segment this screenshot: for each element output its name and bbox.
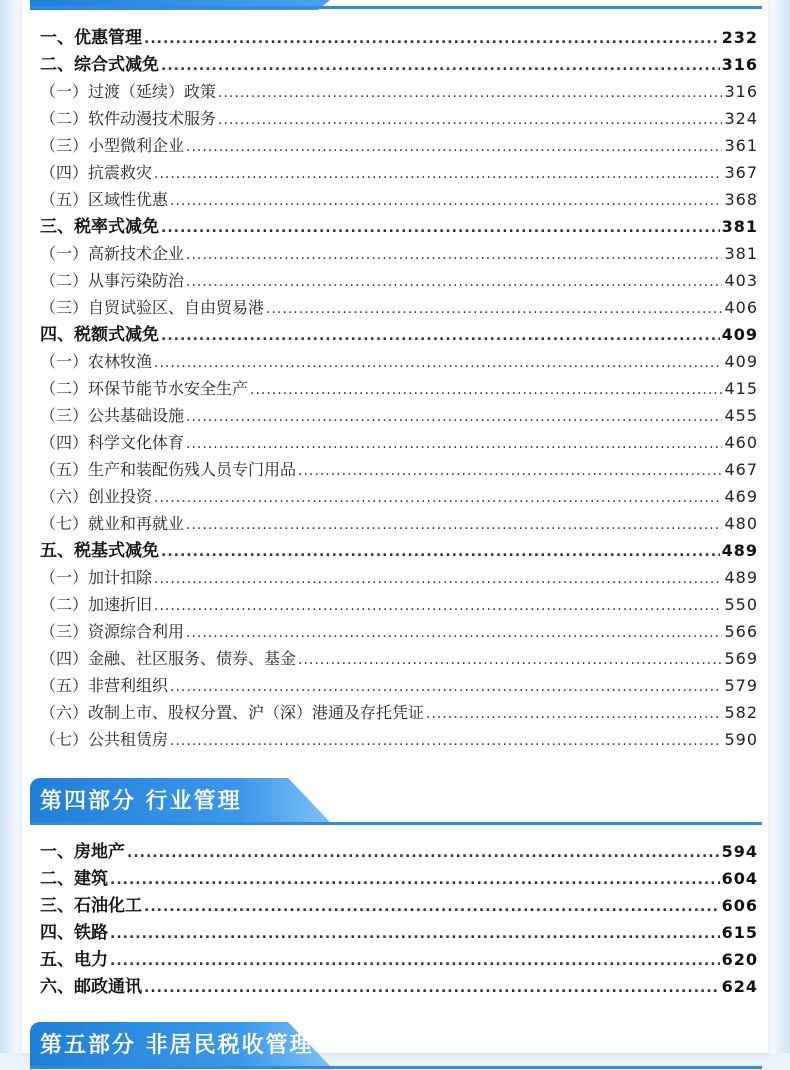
toc-leader-dots bbox=[127, 842, 720, 864]
toc-leader-dots bbox=[161, 541, 720, 563]
toc-leader-dots bbox=[186, 514, 722, 536]
toc-leader-dots bbox=[218, 82, 722, 104]
toc-leader-dots bbox=[110, 950, 720, 972]
toc-entry-page: 566 bbox=[724, 622, 758, 641]
toc-entry[interactable] bbox=[40, 674, 758, 698]
toc-entry-title: （三）资源综合利用 bbox=[40, 622, 185, 641]
toc-entry[interactable] bbox=[40, 894, 758, 918]
toc-leader-dots bbox=[110, 923, 720, 945]
toc-entry-page: 316 bbox=[724, 82, 758, 101]
toc-entry-title: （七）就业和再就业 bbox=[40, 514, 185, 533]
toc-leader-dots bbox=[186, 244, 722, 266]
toc-entry[interactable] bbox=[40, 269, 758, 293]
toc-entry-page: 460 bbox=[724, 433, 758, 452]
toc-leader-dots bbox=[154, 487, 722, 509]
toc-entry-title: （一）农林牧渔 bbox=[40, 352, 153, 371]
toc-leader-dots bbox=[161, 217, 720, 239]
toc-entry[interactable] bbox=[40, 242, 758, 266]
toc-entry[interactable] bbox=[40, 701, 758, 725]
section-underline bbox=[30, 822, 762, 825]
toc-entry-page: 409 bbox=[721, 325, 758, 344]
section-header-4 bbox=[30, 778, 762, 826]
toc-entry-title: 三、税率式减免 bbox=[40, 217, 159, 237]
toc-leader-dots bbox=[186, 271, 722, 293]
toc-entry-title: （三）小型微利企业 bbox=[40, 136, 185, 155]
toc-entry-page: 361 bbox=[724, 136, 758, 155]
toc-entry-title: 一、房地产 bbox=[40, 842, 125, 862]
toc-leader-dots bbox=[250, 379, 722, 401]
toc-entry[interactable] bbox=[40, 840, 758, 864]
toc-entry-page: 409 bbox=[724, 352, 758, 371]
toc-entry-title: （三）自贸试验区、自由贸易港 bbox=[40, 298, 265, 317]
toc-entry-page: 590 bbox=[724, 730, 758, 749]
toc-leader-dots bbox=[170, 190, 722, 212]
toc-entry-page: 367 bbox=[724, 163, 758, 182]
toc-leader-dots bbox=[161, 55, 720, 77]
toc-entry[interactable] bbox=[40, 975, 758, 999]
toc-entry-title: （四）抗震救灾 bbox=[40, 163, 153, 182]
toc-entry-page: 594 bbox=[721, 842, 758, 861]
toc-leader-dots bbox=[298, 649, 722, 671]
toc-entry-title: 二、建筑 bbox=[40, 869, 108, 889]
toc-entry-page: 232 bbox=[721, 28, 758, 47]
toc-entry[interactable] bbox=[40, 539, 758, 563]
toc-entry[interactable] bbox=[40, 728, 758, 752]
toc-entry-page: 620 bbox=[721, 950, 758, 969]
toc-entry-page: 381 bbox=[721, 217, 758, 236]
toc-entry-title: 一、优惠管理 bbox=[40, 28, 142, 48]
toc-entry[interactable] bbox=[40, 566, 758, 590]
toc-entry[interactable] bbox=[40, 323, 758, 347]
toc-entry-page: 489 bbox=[721, 541, 758, 560]
toc-leader-dots bbox=[186, 433, 722, 455]
toc-entry-title: （二）软件动漫技术服务 bbox=[40, 109, 217, 128]
toc-entry-page: 624 bbox=[721, 977, 758, 996]
toc-leader-dots bbox=[144, 28, 720, 50]
toc-entry-page: 324 bbox=[724, 109, 758, 128]
toc-entry-title: （三）公共基础设施 bbox=[40, 406, 185, 425]
toc-entry-page: 615 bbox=[721, 923, 758, 942]
section-title: 第五部分 非居民税收管理 bbox=[40, 1033, 314, 1058]
toc-entry-title: 二、综合式减免 bbox=[40, 55, 159, 75]
toc-leader-dots bbox=[170, 676, 722, 698]
toc-entry-title: 五、电力 bbox=[40, 950, 108, 970]
toc-entry-page: 455 bbox=[724, 406, 758, 425]
toc-entry-page: 368 bbox=[724, 190, 758, 209]
toc-entry[interactable] bbox=[40, 458, 758, 482]
toc-leader-dots bbox=[154, 163, 722, 185]
toc-entry[interactable] bbox=[40, 134, 758, 158]
toc-leader-dots bbox=[170, 730, 722, 752]
toc-leader-dots bbox=[218, 109, 722, 131]
toc-entry[interactable] bbox=[40, 296, 758, 320]
toc-leader-dots bbox=[186, 622, 722, 644]
toc-entry-title: （一）高新技术企业 bbox=[40, 244, 185, 263]
toc-entry-title: （一）过渡（延续）政策 bbox=[40, 82, 217, 101]
toc-entry-title: （一）加计扣除 bbox=[40, 568, 153, 587]
toc-entry-page: 582 bbox=[724, 703, 758, 722]
toc-entry-title: （二）加速折旧 bbox=[40, 595, 153, 614]
toc-entry[interactable] bbox=[40, 512, 758, 536]
toc-entry[interactable] bbox=[40, 80, 758, 104]
toc-entry-title: （五）生产和装配伤残人员专门用品 bbox=[40, 460, 297, 479]
toc-entry-page: 316 bbox=[721, 55, 758, 74]
toc-entry-page: 604 bbox=[721, 869, 758, 888]
toc-entry-title: （五）非营利组织 bbox=[40, 676, 169, 695]
toc-entry-title: （四）科学文化体育 bbox=[40, 433, 185, 452]
toc-leader-dots bbox=[161, 325, 720, 347]
toc-entry[interactable] bbox=[40, 948, 758, 972]
section-header-5 bbox=[30, 1022, 762, 1070]
toc-entry[interactable] bbox=[40, 404, 758, 428]
toc-entry[interactable] bbox=[40, 485, 758, 509]
toc-leader-dots bbox=[144, 896, 720, 918]
toc-entry[interactable] bbox=[40, 53, 758, 77]
toc-entry[interactable] bbox=[40, 161, 758, 185]
toc-entry[interactable] bbox=[40, 26, 758, 50]
toc-leader-dots bbox=[186, 406, 722, 428]
toc-entry[interactable] bbox=[40, 620, 758, 644]
toc-entry[interactable] bbox=[40, 921, 758, 945]
toc-entry[interactable] bbox=[40, 431, 758, 455]
toc-entry[interactable] bbox=[40, 593, 758, 617]
toc-leader-dots bbox=[266, 298, 722, 320]
toc-entry-page: 579 bbox=[724, 676, 758, 695]
toc-entry-page: 381 bbox=[724, 244, 758, 263]
toc-entry-page: 415 bbox=[724, 379, 758, 398]
toc-leader-dots bbox=[144, 977, 720, 999]
toc-entry[interactable] bbox=[40, 867, 758, 891]
toc-entry-title: （五）区域性优惠 bbox=[40, 190, 169, 209]
toc-entry-page: 550 bbox=[724, 595, 758, 614]
toc-leader-dots bbox=[110, 869, 720, 891]
toc-entry-page: 489 bbox=[724, 568, 758, 587]
toc-leader-dots bbox=[298, 460, 722, 482]
top-section-underline bbox=[30, 6, 762, 9]
toc-entry-title: （七）公共租赁房 bbox=[40, 730, 169, 749]
toc-entry-page: 569 bbox=[724, 649, 758, 668]
toc-leader-dots bbox=[154, 568, 722, 590]
toc-entry-title: （四）金融、社区服务、债券、基金 bbox=[40, 649, 297, 668]
section-underline bbox=[30, 1066, 762, 1069]
toc-entry-page: 480 bbox=[724, 514, 758, 533]
toc-entry-title: 四、铁路 bbox=[40, 923, 108, 943]
toc-entry[interactable] bbox=[40, 188, 758, 212]
toc-entry-title: （二）环保节能节水安全生产 bbox=[40, 379, 249, 398]
toc-entry-page: 403 bbox=[724, 271, 758, 290]
toc-entry-page: 406 bbox=[724, 298, 758, 317]
toc-leader-dots bbox=[154, 595, 722, 617]
toc-leader-dots bbox=[426, 703, 722, 725]
toc-leader-dots bbox=[186, 136, 722, 158]
toc-entry-page: 467 bbox=[724, 460, 758, 479]
section-title: 第四部分 行业管理 bbox=[40, 789, 242, 814]
toc-entry-title: （二）从事污染防治 bbox=[40, 271, 185, 290]
toc-entry-title: （六）创业投资 bbox=[40, 487, 153, 506]
toc-entry-title: （六）改制上市、股权分置、沪（深）港通及存托凭证 bbox=[40, 703, 425, 722]
top-section-band bbox=[30, 0, 762, 10]
toc-entry[interactable] bbox=[40, 107, 758, 131]
toc-entry[interactable] bbox=[40, 215, 758, 239]
toc-entry-title: 五、税基式减免 bbox=[40, 541, 159, 561]
toc-entry-page: 469 bbox=[724, 487, 758, 506]
toc-entry[interactable] bbox=[40, 647, 758, 671]
toc-entry-title: 三、石油化工 bbox=[40, 896, 142, 916]
toc-entry[interactable] bbox=[40, 350, 758, 374]
toc-leader-dots bbox=[154, 352, 722, 374]
toc-entry-page: 606 bbox=[721, 896, 758, 915]
toc-entry-title: 四、税额式减免 bbox=[40, 325, 159, 345]
toc-entry[interactable] bbox=[40, 377, 758, 401]
toc-entry-title: 六、邮政通讯 bbox=[40, 977, 142, 997]
